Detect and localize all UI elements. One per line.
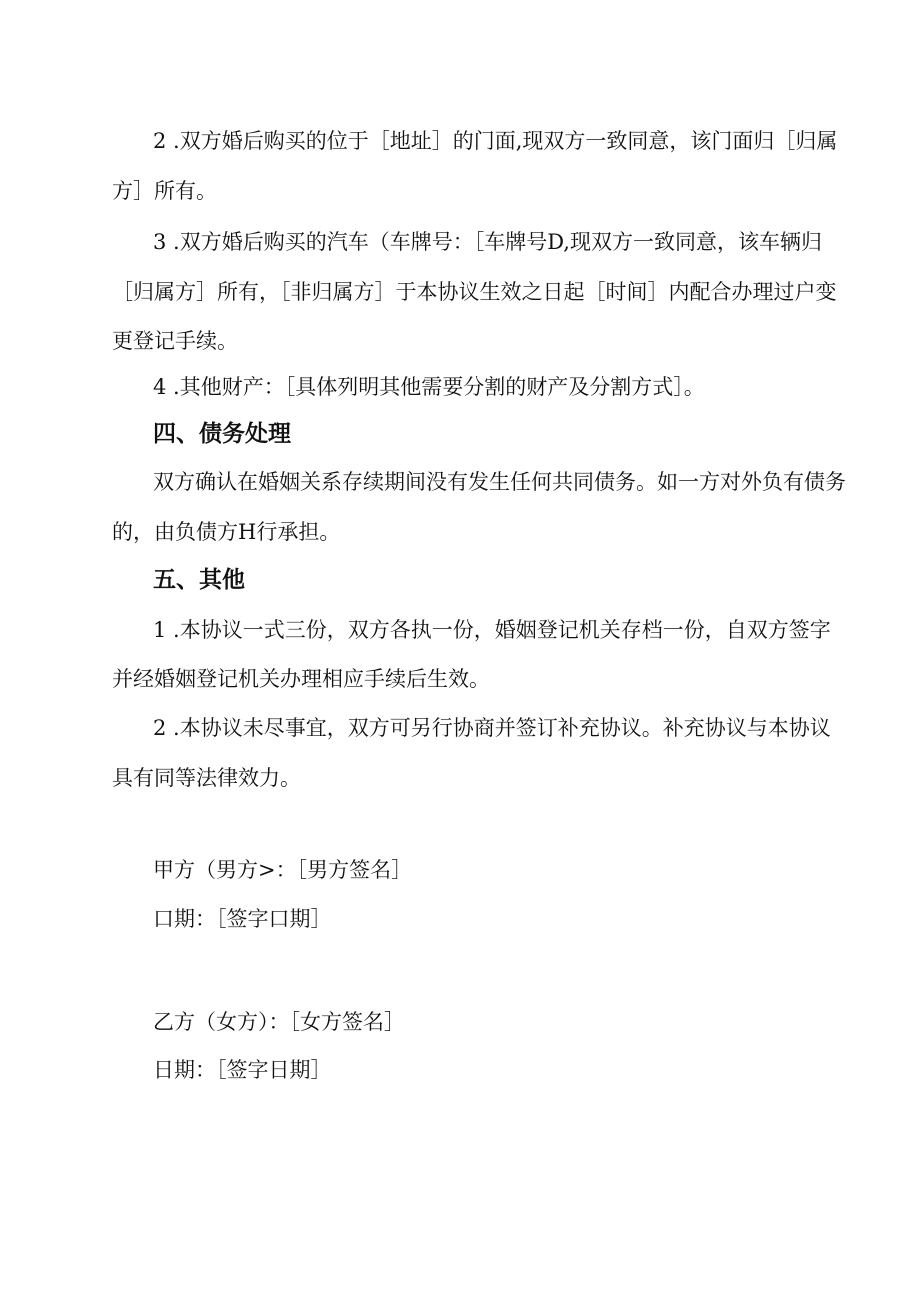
party-a-signature: 甲方（男方>：［男方签名］ (153, 858, 413, 882)
other-2-line-2: 具有同等法律效力。 (112, 766, 301, 790)
heading-debt: 四、债务处理 (153, 421, 291, 447)
other-2-line-1: 2 .本协议未尽事宜，双方可另行协商并签订补充协议。补充协议与本协议 (153, 716, 831, 740)
item-2-line-2: 方］所有。 (112, 179, 217, 203)
item-3-line-2: ［归属方］所有，［非归属方］于本协议生效之日起［时间］内配合办理过户变 (112, 280, 837, 304)
item-2-line-1: 2 .双方婚后购买的位于［地址］的门面,现双方一致同意，该门面归［归属 (153, 129, 838, 153)
heading-other: 五、其他 (153, 567, 245, 593)
other-1-line-2: 并经婚姻登记机关办理相应手续后生效。 (112, 667, 490, 691)
party-b-signature: 乙方（女方）：［女方签名］ (153, 1010, 405, 1034)
debt-line-1: 双方确认在婚姻关系存续期间没有发生任何共同债务。如一方对外负有债务 (153, 470, 846, 494)
item-3-line-3: 更登记手续。 (112, 329, 238, 353)
debt-line-2: 的，由负债方H行承担。 (112, 520, 341, 544)
item-3-line-1: 3 .双方婚后购买的汽车（车牌号：［车牌号D,现双方一致同意，该车辆归 (153, 230, 822, 254)
party-b-date: 日期：［签字日期］ (153, 1058, 332, 1082)
party-a-date: 口期：［签字口期］ (153, 907, 332, 931)
other-1-line-1: 1 .本协议一式三份，双方各执一份，婚姻登记机关存档一份，自双方签字 (153, 618, 831, 642)
item-4: 4 .其他财产：［具体列明其他需要分割的财产及分割方式］。 (153, 375, 705, 399)
